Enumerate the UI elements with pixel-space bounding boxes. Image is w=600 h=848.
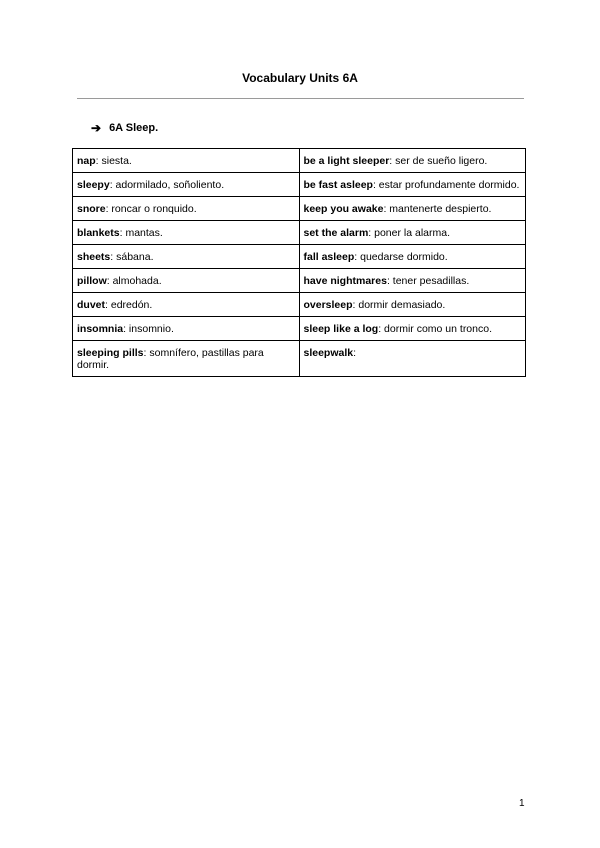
vocab-term: pillow [77,275,107,287]
vocab-term: oversleep [303,299,353,311]
vocab-definition: : somnífero, pastillas para dormir. [77,347,264,371]
vocab-term: nap [77,155,96,167]
vocab-definition: : adormilado, soñoliento. [109,179,225,191]
table-row [73,197,526,221]
vocab-definition: : insomnio. [123,323,174,335]
vocab-definition: : dormir como un tronco. [378,323,492,335]
vocab-cell [299,293,526,317]
section-heading-text: 6A Sleep. [109,122,159,134]
vocab-cell [73,317,300,341]
vocab-term: insomnia [77,323,124,335]
vocab-term: blankets [77,227,120,239]
vocab-term: snore [77,203,106,215]
vocab-cell [299,245,526,269]
vocab-cell [73,221,300,245]
table-row [73,221,526,245]
vocab-definition: : poner la alarma. [368,227,450,239]
vocab-definition: : mantas. [119,227,163,239]
vocab-definition: : estar profundamente dormido. [372,179,520,191]
vocab-term: be fast asleep [303,179,373,191]
vocab-cell [73,293,300,317]
vocab-term: be a light sleeper [303,155,390,167]
title-divider [77,98,524,99]
vocab-definition: : mantenerte despierto. [383,203,492,215]
vocab-term: sleep like a log [303,323,379,335]
vocab-term: sleeping pills [77,347,144,359]
vocab-definition: : sábana. [110,251,154,263]
vocab-term: keep you awake [303,203,384,215]
vocab-definition: : tener pesadillas. [386,275,470,287]
table-row [73,245,526,269]
vocabulary-table-body [73,149,526,377]
vocab-term: have nightmares [303,275,387,287]
vocab-definition: : roncar o ronquido. [105,203,197,215]
table-row [73,341,526,377]
page-title: Vocabulary Units 6A [242,71,358,85]
arrow-right-icon: ➔ [91,121,102,135]
vocab-cell [299,221,526,245]
vocab-cell [73,197,300,221]
vocab-term: set the alarm [303,227,369,239]
vocab-term: sleepy [77,179,110,191]
vocab-term: sheets [77,251,111,263]
vocab-definition: : [353,347,357,359]
table-row [73,149,526,173]
vocab-cell [299,173,526,197]
section-heading [91,121,158,135]
table-row [73,293,526,317]
table-row [73,269,526,293]
vocab-definition: : edredón. [105,299,153,311]
vocab-cell [73,341,300,377]
vocab-cell [299,341,526,377]
table-row [73,317,526,341]
vocabulary-table [72,148,526,377]
vocab-term: sleepwalk [303,347,354,359]
vocab-definition: : ser de sueño ligero. [389,155,488,167]
table-row [73,173,526,197]
vocab-cell [73,269,300,293]
vocab-term: duvet [77,299,106,311]
vocab-definition: : almohada. [106,275,162,287]
vocab-cell [73,245,300,269]
vocab-definition: : quedarse dormido. [354,251,448,263]
vocab-term: fall asleep [303,251,355,263]
vocab-cell [299,317,526,341]
vocab-definition: : siesta. [95,155,132,167]
vocab-cell [73,149,300,173]
vocab-cell [299,269,526,293]
vocab-definition: : dormir demasiado. [352,299,446,311]
vocab-cell [73,173,300,197]
vocab-cell [299,197,526,221]
page-number: 1 [519,798,525,809]
vocab-cell [299,149,526,173]
